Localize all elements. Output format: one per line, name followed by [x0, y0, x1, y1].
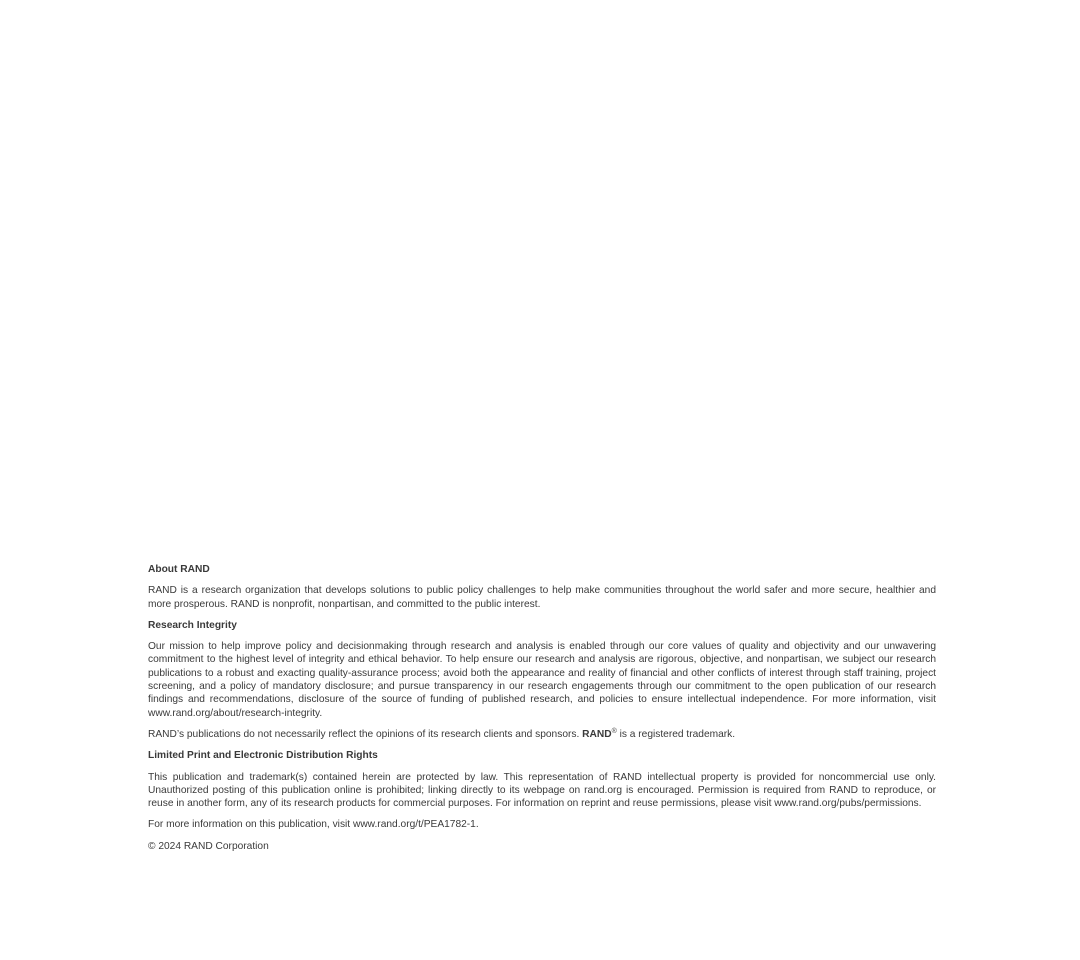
trademark-text: is a registered trademark.	[616, 728, 736, 740]
distribution-rights-body: This publication and trademark(s) contained herein are protected by law. This representation of RAND intellectual property is provided for noncommercial use only. Unauthorized posting of this publication online is prohibited; linking directly to its webpage on rand.org is encouraged. Permission is required from RAND to reproduce, or reuse in another form, any of its research products for commercial purposes. For information on reprint and reuse permissions, please visit www.rand.org/pubs/permissions.	[148, 771, 936, 810]
disclaimer-text: RAND’s publications do not necessarily reflect the opinions of its research clients and sponsors.	[148, 728, 583, 740]
research-integrity-heading: Research Integrity	[148, 619, 237, 631]
registered-mark: ®	[611, 727, 617, 735]
distribution-rights-heading: Limited Print and Electronic Distribution Rights	[148, 750, 378, 762]
copyright-text: © 2024 RAND Corporation	[148, 840, 269, 852]
disclaimer-paragraph	[148, 728, 936, 741]
about-body: RAND is a research organization that develops solutions to public policy challenges to help make communities throughout the world safer and more secure, healthier and more prosperous. RAND is nonprofit, nonpartisan, and committed to the public interest.	[148, 585, 936, 610]
about-heading: About RAND	[148, 564, 210, 575]
more-info-text: For more information on this publication, visit www.rand.org/t/PEA1782-1.	[148, 819, 479, 831]
research-integrity-body: Our mission to help improve policy and decisionmaking through research and analysis is enabled through our core values of quality and objectivity and our unwavering commitment to the highest level of integrity and ethical behavior. To help ensure our research and analysis are rigorous, objective, and nonpartisan, we subject our research publications to a robust and exacting quality-assurance process; avoid both the appearance and reality of financial and other conflicts of interest through staff training, project screening, and a policy of mandatory disclosure; and pursue transparency in our research engagements through our commitment to the open publication of our research findings and recommendations, disclosure of the source of funding of published research, and policies to ensure intellectual independence. For more information, visit www.rand.org/about/research-integrity.	[148, 641, 936, 719]
legal-notice	[148, 563, 936, 861]
rand-brand: RAND	[582, 728, 612, 740]
